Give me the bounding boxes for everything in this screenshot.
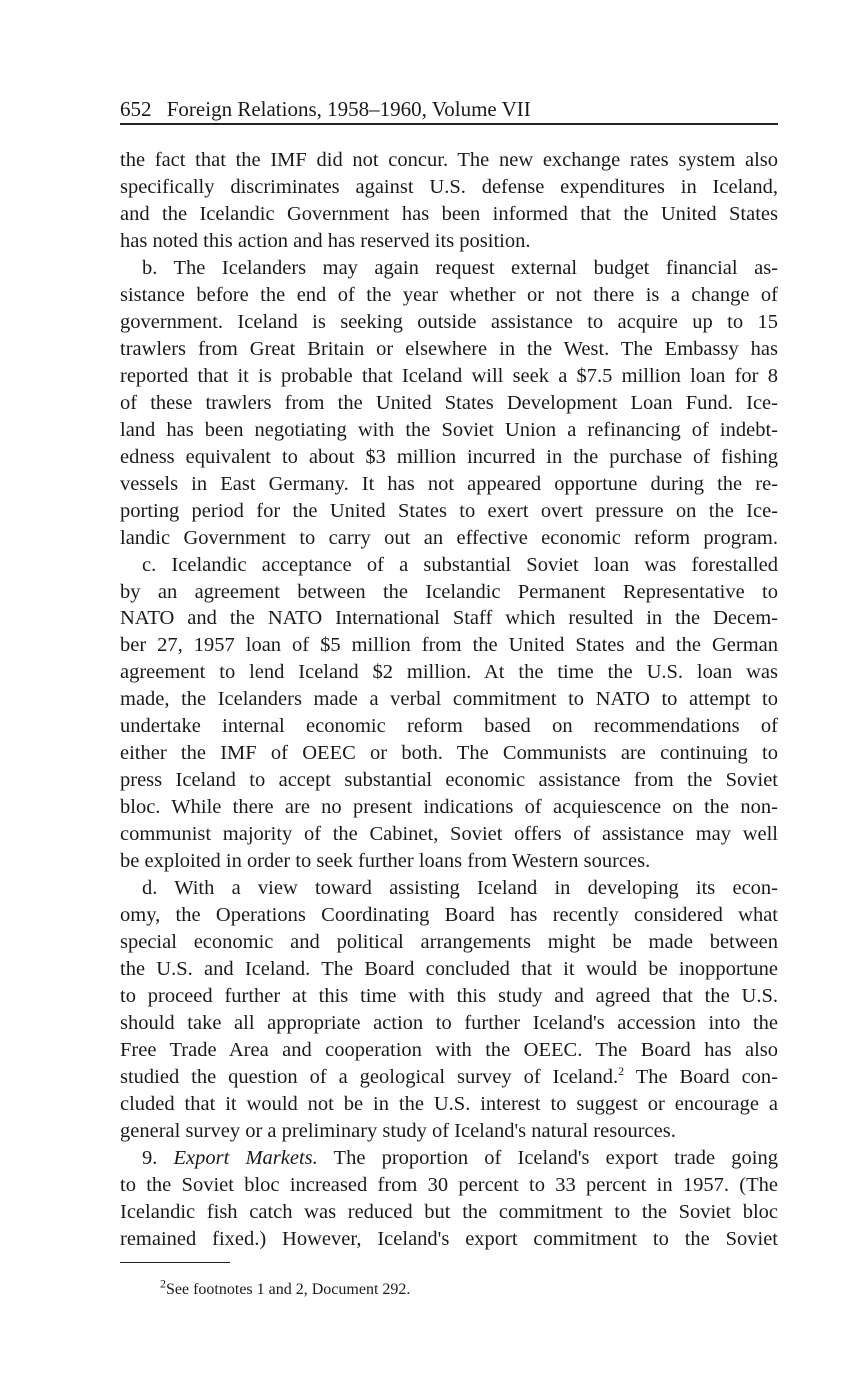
text-line: general survey or a preliminary study of Iceland's natural resources. xyxy=(120,1119,676,1142)
footnote-divider xyxy=(120,1262,230,1263)
text-line: reported that it is probable that Iceland will seek a $7.5 million loan for 8 xyxy=(120,364,778,387)
page-number: 652 xyxy=(120,97,152,121)
text-line: undertake internal economic reform based on recommendations of xyxy=(120,715,778,738)
text-line: d. With a view toward assisting Iceland in developing its econ- xyxy=(142,877,778,900)
text-line: by an agreement between the Icelandic Permanent Representative to xyxy=(120,580,778,603)
paragraph xyxy=(120,1145,778,1253)
text-line: remained fixed.) However, Iceland's export commitment to the Soviet xyxy=(120,1227,778,1250)
paragraph xyxy=(120,552,778,876)
text-line: press Iceland to accept substantial economic assistance from the Soviet xyxy=(120,769,778,792)
text-line: porting period for the United States to exert overt pressure on the Ice- xyxy=(120,499,778,522)
text-line: landic Government to carry out an effective economic reform program. xyxy=(120,526,778,549)
footnote-reference[interactable]: 2 xyxy=(618,1064,625,1079)
text-line: trawlers from Great Britain or elsewhere in the West. The Embassy has xyxy=(120,337,778,360)
text-line: special economic and political arrangements might be made between xyxy=(120,931,778,954)
text-line: communist majority of the Cabinet, Soviet offers of assistance may well xyxy=(120,823,778,846)
text-line: Free Trade Area and cooperation with the OEEC. The Board has also xyxy=(120,1038,778,1061)
text-line xyxy=(120,1064,778,1091)
text-line: and the Icelandic Government has been informed that the United States xyxy=(120,202,778,225)
footnote-marker: 2 xyxy=(160,1276,166,1291)
text-segment: The proportion of Iceland's export trade going xyxy=(317,1146,778,1169)
paragraph xyxy=(120,875,778,1145)
section-heading: Export Markets. xyxy=(173,1146,318,1169)
text-line: be exploited in order to seek further loans from Western sources. xyxy=(120,850,651,873)
text-line: cluded that it would not be in the U.S. interest to suggest or encourage a xyxy=(120,1092,778,1115)
text-line: edness equivalent to about $3 million incurred in the purchase of fishing xyxy=(120,445,778,468)
text-line: should take all appropriate action to further Iceland's accession into the xyxy=(120,1012,778,1034)
text-line: government. Iceland is seeking outside assistance to acquire up to 15 xyxy=(120,310,778,333)
text-line: to proceed further at this time with this study and agreed that the U.S. xyxy=(120,985,778,1008)
running-header xyxy=(120,96,778,125)
text-line: Icelandic fish catch was reduced but the commitment to the Soviet bloc xyxy=(120,1200,778,1223)
text-line: of these trawlers from the United States Development Loan Fund. Ice- xyxy=(120,391,778,414)
text-line: agreement to lend Iceland $2 million. At the time the U.S. loan was xyxy=(120,661,778,684)
footnote xyxy=(160,1276,411,1301)
text-line: bloc. While there are no present indications of acquiescence on the non- xyxy=(120,796,778,819)
paragraph xyxy=(120,147,778,255)
footnote-text: See footnotes 1 and 2, Document 292. xyxy=(166,1281,411,1298)
text-line: has noted this action and has reserved its position. xyxy=(120,229,531,252)
text-line: specifically discriminates against U.S. defense expenditures in Iceland, xyxy=(120,175,778,198)
text-segment: 9. xyxy=(142,1146,174,1169)
text-line: sistance before the end of the year whether or not there is a change of xyxy=(120,283,778,306)
text-line: b. The Icelanders may again request external budget financial as- xyxy=(142,256,778,279)
text-line: the U.S. and Iceland. The Board concluded that it would be inopportune xyxy=(120,958,778,981)
text-line: made, the Icelanders made a verbal commitment to NATO to attempt to xyxy=(120,688,778,711)
text-line: ber 27, 1957 loan of $5 million from the United States and the German xyxy=(120,634,778,657)
text-line xyxy=(120,1145,778,1172)
text-line: NATO and the NATO International Staff which resulted in the Decem- xyxy=(120,607,778,630)
text-line: either the IMF of OEEC or both. The Communists are continuing to xyxy=(120,742,778,765)
paragraph xyxy=(120,255,778,552)
text-line: vessels in East Germany. It has not appeared opportune during the re- xyxy=(120,472,778,495)
text-line: omy, the Operations Coordinating Board has recently considered what xyxy=(120,904,778,927)
document-body xyxy=(120,147,778,1253)
text-line: land has been negotiating with the Soviet Union a refinancing of indebt- xyxy=(120,418,778,441)
text-segment: The Board con- xyxy=(624,1065,778,1088)
volume-title: Foreign Relations, 1958–1960, Volume VII xyxy=(166,97,531,121)
text-segment: studied the question of a geological survey of Iceland. xyxy=(120,1065,619,1088)
text-line: c. Icelandic acceptance of a substantial Soviet loan was forestalled xyxy=(142,553,778,576)
text-line: to the Soviet bloc increased from 30 percent to 33 percent in 1957. (The xyxy=(120,1173,778,1196)
text-line: the fact that the IMF did not concur. The new exchange rates system also xyxy=(120,149,778,171)
